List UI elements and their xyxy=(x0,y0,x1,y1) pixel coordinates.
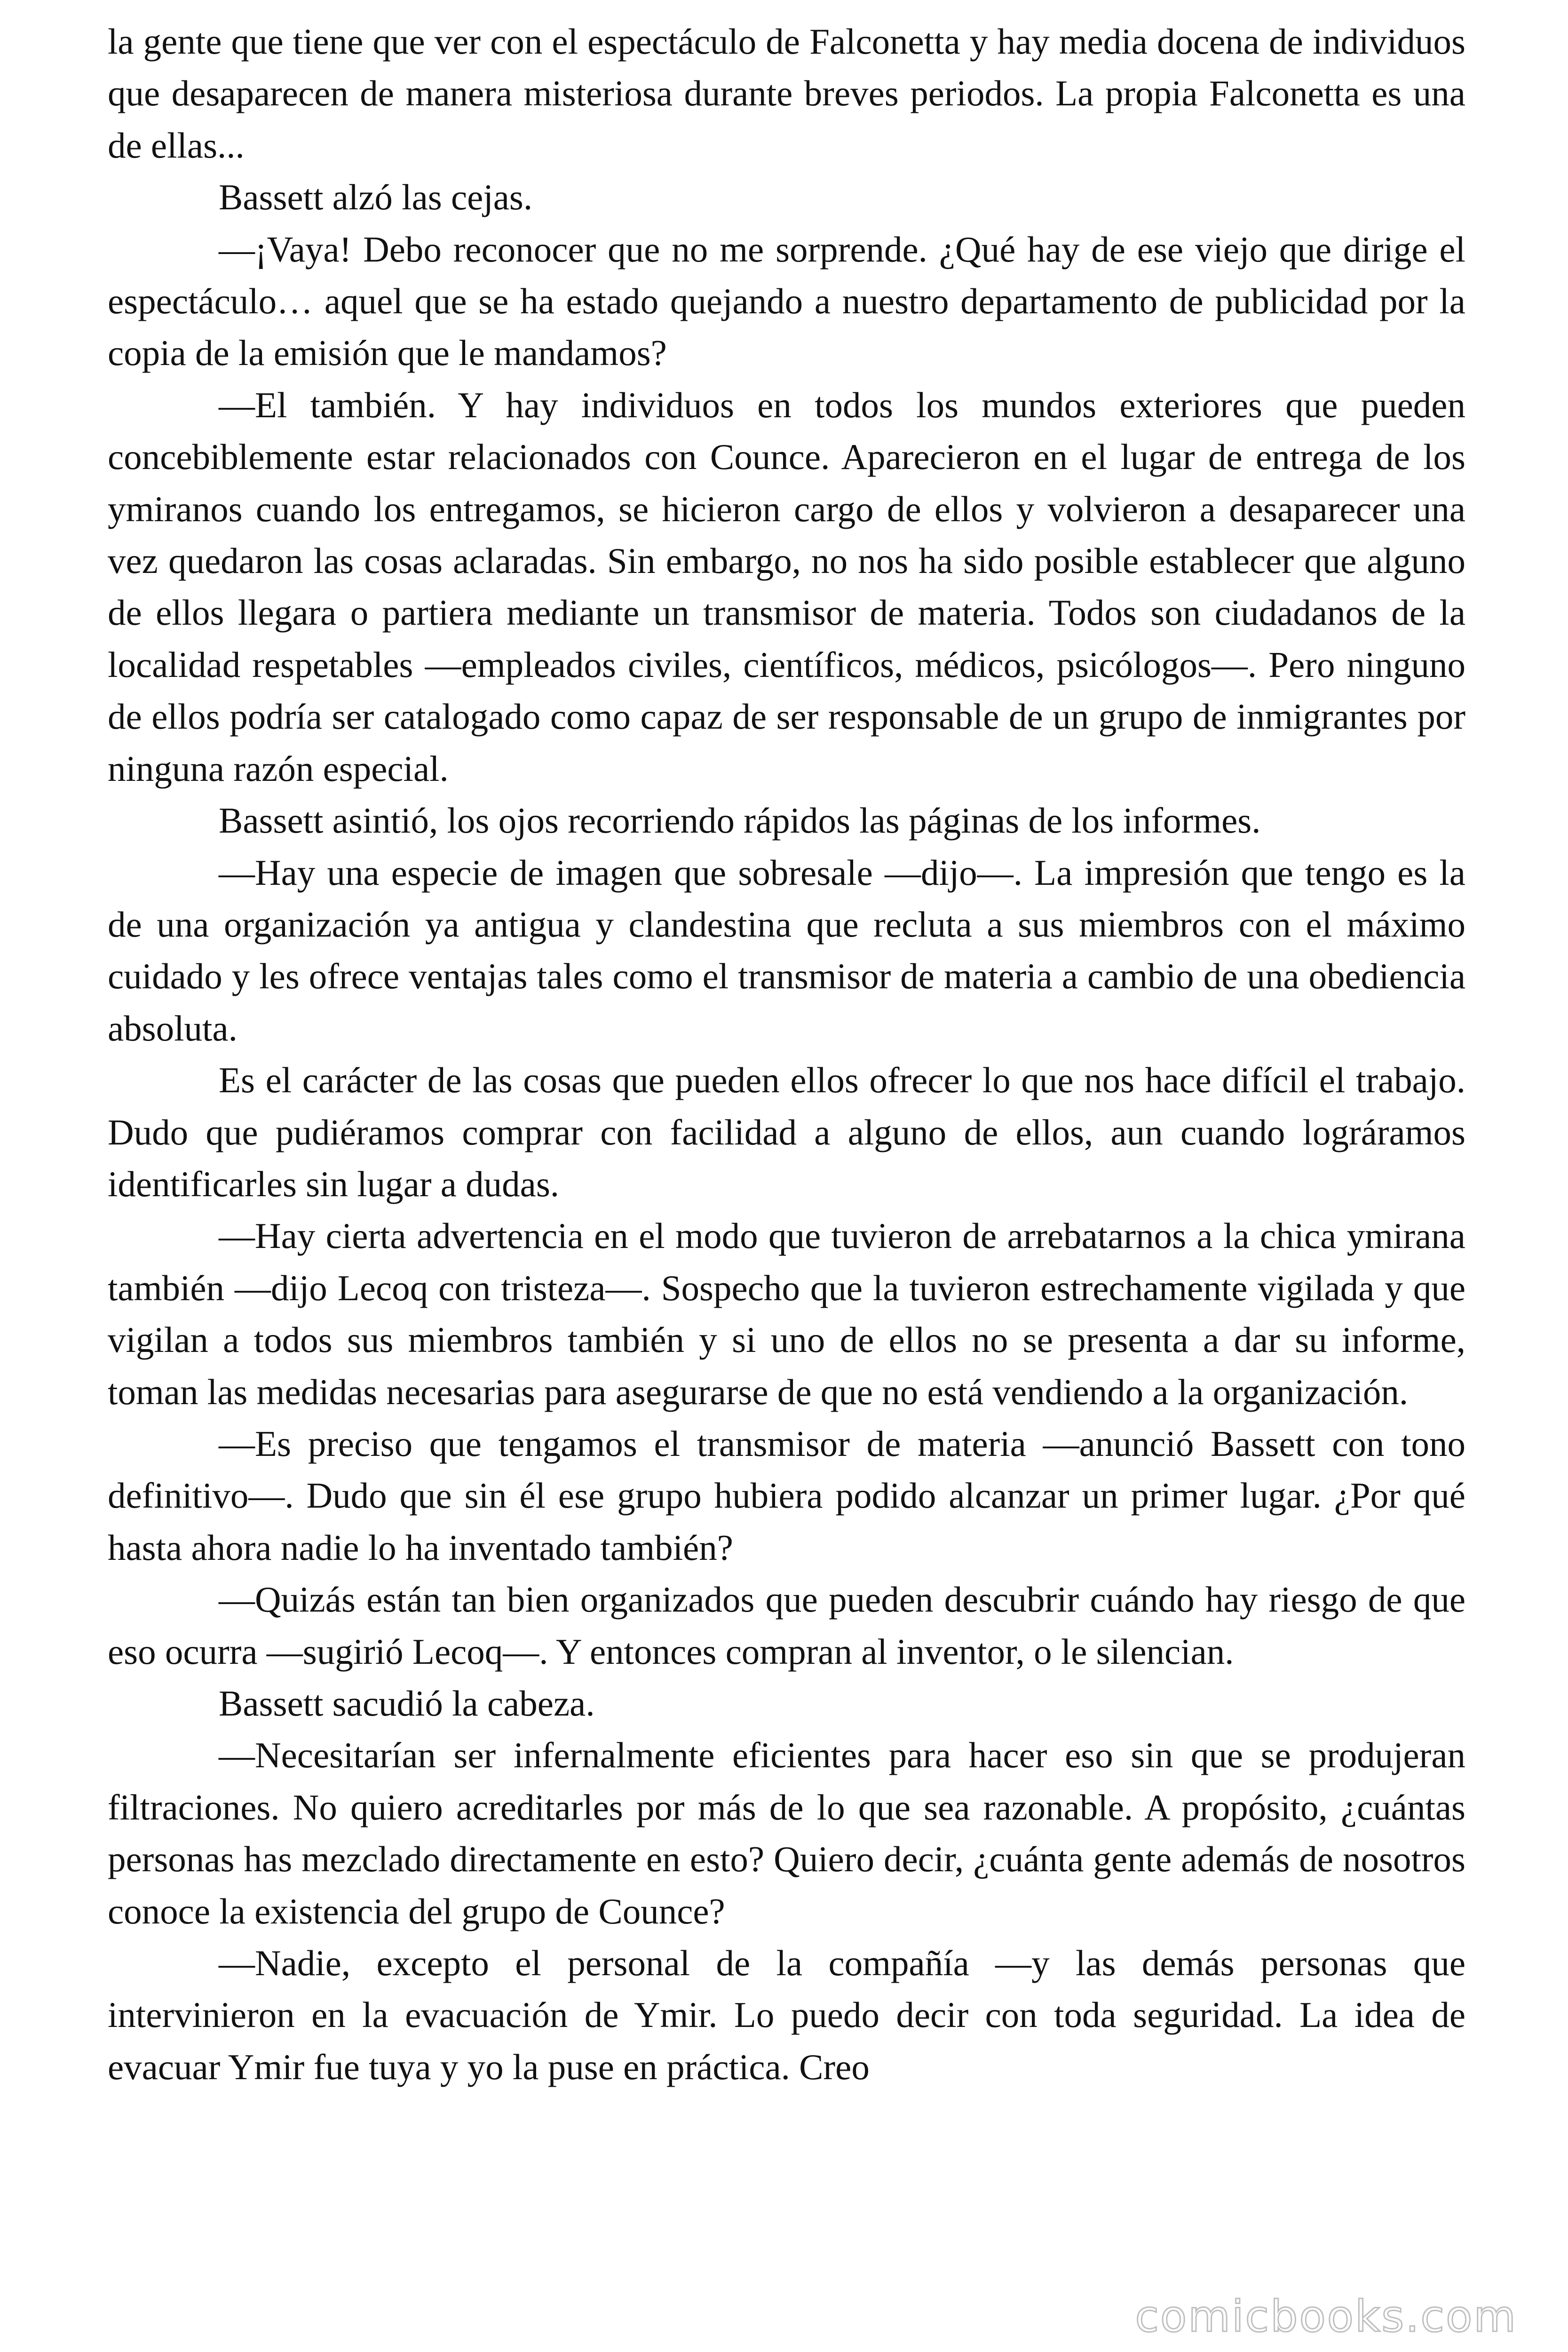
paragraph-13: —Nadie, excepto el personal de la compañía —y las demás personas que intervinieron en la evacuación de Ymir. Lo puedo decir con toda seguridad. La idea de evacuar Ymir fue tuya y yo la puse en práctica. Creo xyxy=(108,1943,1465,2087)
paragraph-3: —¡Vaya! Debo reconocer que no me sorprende. ¿Qué hay de ese viejo que dirige el espectáculo… aquel que se ha estado quejando a nuestro departamento de publicidad por la copia de la emisión que le mandamos? xyxy=(108,229,1465,373)
watermark: comicbooks.com xyxy=(1135,2291,1517,2342)
paragraph-8: —Hay cierta advertencia en el modo que tuvieron de arrebatarnos a la chica ymirana también —dijo Lecoq con tristeza—. Sospecho que la tuvieron estrechamente vigilada y que vigilan a todos sus miembros también y si uno de ellos no se presenta a dar su informe, toman las medidas necesarias para asegurarse de que no está vendiendo a la organización. xyxy=(108,1216,1465,1412)
paragraph-7: Es el carácter de las cosas que pueden ellos ofrecer lo que nos hace difícil el trabajo. Dudo que pudiéramos comprar con facilidad a alguno de ellos, aun cuando lográramos identificarles sin lugar a dudas. xyxy=(108,1060,1465,1204)
paragraph-4: —El también. Y hay individuos en todos los mundos exteriores que pueden concebiblemente estar relacionados con Counce. Aparecieron en el lugar de entrega de los ymiranos cuando los entregamos, se hicieron cargo de ellos y volvieron a desaparecer una vez quedaron las cosas aclaradas. Sin embargo, no nos ha sido posible establecer que alguno de ellos llegara o partiera mediante un transmisor de materia. Todos son ciudadanos de la localidad respetables —empleados civiles, científicos, médicos, psicólogos—. Pero ninguno de ellos podría ser catalogado como capaz de ser responsable de un grupo de inmigrantes por ninguna razón especial. xyxy=(108,384,1465,789)
paragraph-12: —Necesitarían ser infernalmente eficientes para hacer eso sin que se produjeran filtraciones. No quiero acreditarles por más de lo que sea razonable. A propósito, ¿cuántas personas has mezclado directamente en esto? Quiero decir, ¿cuánta gente además de nosotros conoce la existencia del grupo de Counce? xyxy=(108,1735,1465,1931)
paragraph-11: Bassett sacudió la cabeza. xyxy=(219,1683,595,1724)
paragraph-1: la gente que tiene que ver con el espectáculo de Falconetta y hay media docena de individuos que desaparecen de manera misteriosa durante breves periodos. La propia Falconetta es una de ellas... xyxy=(108,21,1465,166)
paragraph-5: Bassett asintió, los ojos recorriendo rápidos las páginas de los informes. xyxy=(219,800,1261,841)
paragraph-10: —Quizás están tan bien organizados que pueden descubrir cuándo hay riesgo de que eso ocurra —sugirió Lecoq—. Y entonces compran al inventor, o le silencian. xyxy=(108,1579,1465,1672)
paragraph-2: Bassett alzó las cejas. xyxy=(219,177,533,218)
page-body xyxy=(108,16,1465,2093)
paragraph-6: —Hay una especie de imagen que sobresale —dijo—. La impresión que tengo es la de una organización ya antigua y clandestina que recluta a sus miembros con el máximo cuidado y les ofrece ventajas tales como el transmisor de materia a cambio de una obediencia absoluta. xyxy=(108,852,1465,1049)
paragraph-9: —Es preciso que tengamos el transmisor de materia —anunció Bassett con tono definitivo—. Dudo que sin él ese grupo hubiera podido alcanzar un primer lugar. ¿Por qué hasta ahora nadie lo ha inventado también? xyxy=(108,1423,1465,1568)
